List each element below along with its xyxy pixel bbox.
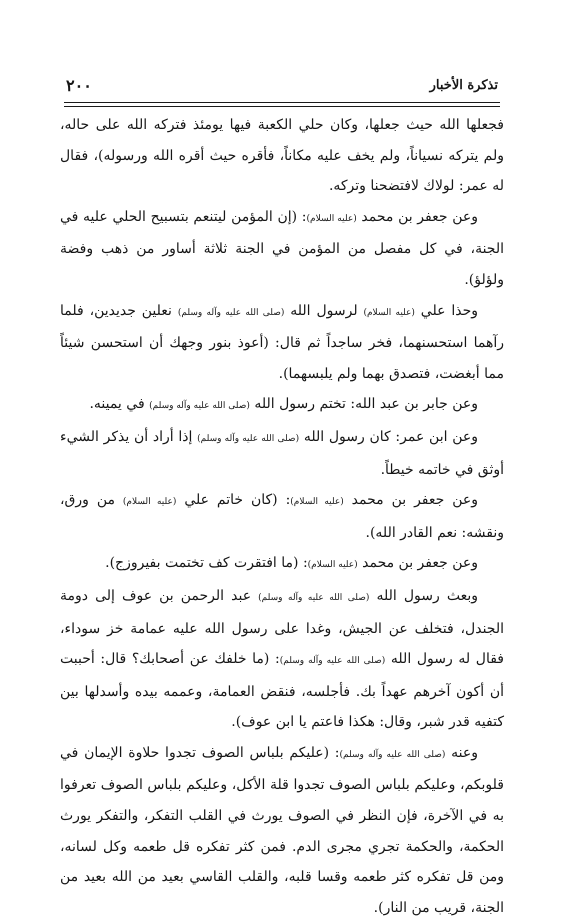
paragraph-text: نعلين جديدين، فلما رآهما استحسنهما، فخر ساجداً ثم قال: (أعوذ بنور وجهك أن استحسن شيئاً مما أبغضت، فتصدق بهما ولم يلبسهما). [60,302,504,382]
honorific-text: (عليه السلام) [290,497,344,508]
paragraph-text: وعن ابن عمر: كان رسول الله [299,428,478,445]
running-title: تذكرة الأخبار [429,78,498,93]
paragraph-text: : (كان خاتم علي [176,492,291,509]
paragraph-text: : (إن المؤمن ليتنعم بتسبيح الحلي عليه في الجنة، في كل مفصل من المؤمن في الجنة ثلاثة أساور من ذهب وفضة ولؤلؤ). [60,208,504,288]
paragraph [60,581,504,738]
paragraph-text: وعن جعفر بن محمد [343,492,478,509]
paragraph-text: في يمينه. [89,396,150,413]
header-rule-thick [64,102,500,103]
paragraph-text: لرسول الله [284,302,364,319]
page-header [64,72,500,106]
paragraph [60,422,504,485]
honorific-text: (صلى الله عليه وآله وسلم) [177,307,285,318]
paragraph-text: وعن جابر بن عبد الله: تختم رسول الله [249,396,478,413]
paragraph-text: وعن جعفر بن محمد [357,555,478,572]
paragraph-text: عبد الرحمن بن عوف إلى دومة الجندل، فتخلف عن الجيش، وغدا على رسول الله عليه عمامة خز سوداء، فقال له رسول الله [60,587,504,668]
paragraph [60,389,504,422]
page-number: ٢٠٠ [66,76,92,95]
honorific-text: (صلى الله عليه وآله وسلم) [149,401,250,412]
paragraph-text: إذا أراد أن يذكر الشيء أوثق في خاتمه خيطاً. [60,428,504,478]
honorific-text: (عليه السلام) [307,560,358,571]
paragraph-text: : (ما افتقرت كف تختمت بفيروزج). [105,555,308,572]
paragraph-text: وحذا علي [414,302,478,319]
paragraph [60,548,504,581]
paragraph-text: : (عليكم بلباس الصوف تجدوا حلاوة الإيمان في قلوبكم، وعليكم بلباس الصوف تجدوا قلة الأكل، وعليكم بلباس الصوف تعرفوا به في الآخرة، فإن النظر في الصوف يورث في القلب التفكر، والتفكر يورث الحكمة، والحكمة تجري مجرى الدم. فمن كثر تفكره قل طعمه وكل لسانه، ومن قل تفكره كثر طعمه وقسا قلبه، والقلب القاسي بعيد من الله بعيد من الجنة، قريب من النار). [60,744,504,916]
header-rule-thin [64,106,500,107]
honorific-text: (صلى الله عليه وآله وسلم) [279,656,386,667]
paragraph-text: فجعلها الله حيث جعلها، وكان حلي الكعبة فيها يومئذ فتركه الله على حاله، ولم يتركه نسياناً، ولم يخف عليه مكاناً، فأقره حيث أقره الله ورسوله)، فقال له عمر: لولاك لافتضحنا وتركه. [60,117,504,195]
paragraph [60,110,504,202]
honorific-text: (صلى الله عليه وآله وسلم) [258,592,370,603]
paragraph-text: وعن جعفر بن محمد [356,208,478,225]
paragraph-text: وبعث رسول الله [369,587,479,604]
paragraph-text: : (ما خلفك عن أصحابك؟ قال: أحببت أن أكون آخرهم عهداً بك. فأجلسه، فنقض العمامة، وعممه بيده وأسدلها بين كتفيه قدر شبر، وقال: هكذا فاعتم يا ابن عوف). [60,651,504,731]
honorific-text: (عليه السلام) [306,213,357,224]
honorific-text: (عليه السلام) [122,497,177,508]
honorific-text: (صلى الله عليه وآله وسلم) [339,749,446,760]
honorific-text: (عليه السلام) [363,307,415,318]
paragraph-text: وعنه [445,744,478,761]
paragraph [60,202,504,296]
paragraph [60,485,504,548]
paragraph [60,738,504,923]
paragraph [60,296,504,390]
paragraph-text: من ورق، ونقشه: نعم القادر الله). [60,492,504,541]
page-body [60,110,504,923]
honorific-text: (صلى الله عليه وآله وسلم) [197,433,300,444]
